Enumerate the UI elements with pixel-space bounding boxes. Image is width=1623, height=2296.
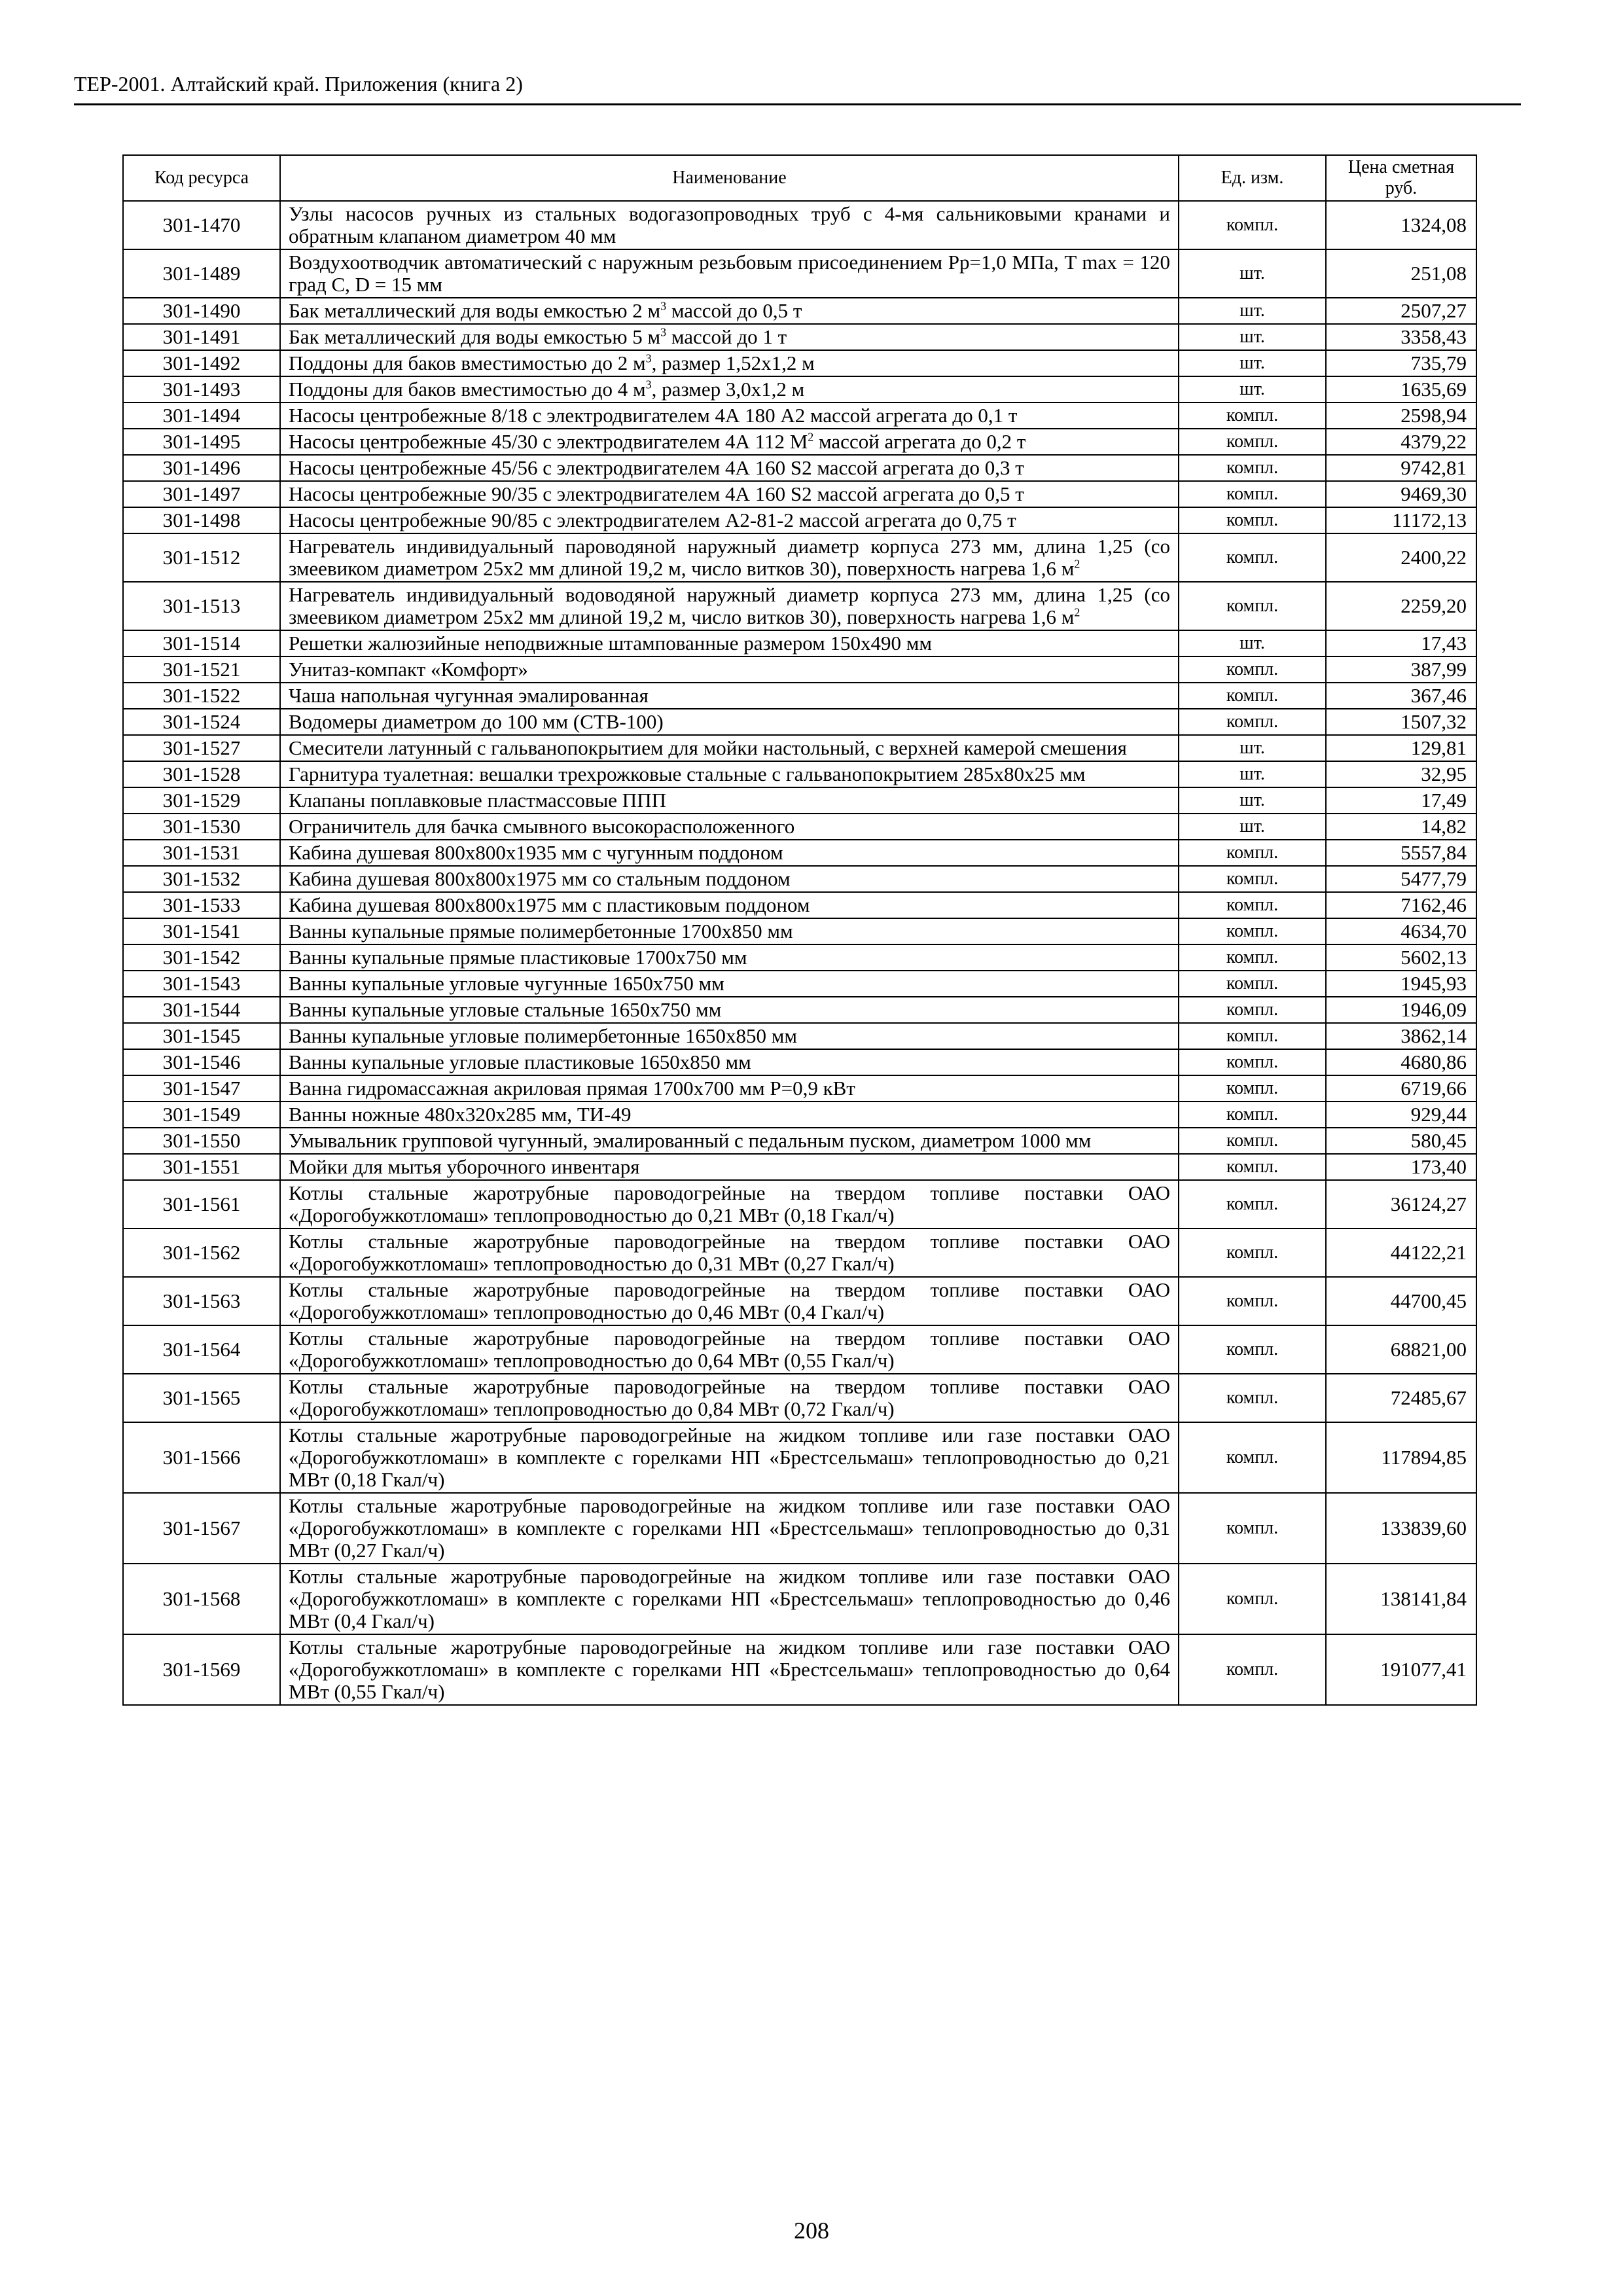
resource-name-cell: Ванны купальные прямые полимербетонные 1700x850 мм (280, 918, 1179, 944)
price-cell: 735,79 (1326, 350, 1476, 376)
resource-name-cell: Насосы центробежные 45/30 с электродвигателем 4А 112 $M^2$ массой агрегата до 0,2 т (280, 429, 1179, 455)
table-row (123, 761, 1476, 787)
price-cell: 5477,79 (1326, 866, 1476, 892)
unit-cell: компл. (1179, 1154, 1326, 1180)
unit-cell: шт. (1179, 376, 1326, 403)
unit-cell: компл. (1179, 944, 1326, 971)
unit-cell: компл. (1179, 507, 1326, 533)
price-cell: 133839,60 (1326, 1493, 1476, 1564)
resource-name-cell: Насосы центробежные 90/35 с электродвигателем 4А 160 S2 массой агрегата до 0,5 т (280, 481, 1179, 507)
unit-cell: компл. (1179, 1493, 1326, 1564)
resource-name-cell: Котлы стальные жаротрубные пароводогрейные на твердом топливе поставки ОАО «Дорогобужкотломаш» теплопроводностью до 0,64 МВт (0,55 Гкал/ч) (280, 1325, 1179, 1374)
resource-name-cell: Поддоны для баков вместимостью до 2 $м^3$, размер 1,52x1,2 м (280, 350, 1179, 376)
resource-code-cell: 301-1513 (123, 582, 280, 630)
resource-name-cell: Решетки жалюзийные неподвижные штампованные размером 150x490 мм (280, 630, 1179, 656)
unit-cell: компл. (1179, 1325, 1326, 1374)
resource-name-cell: Бак металлический для воды емкостью 5 $м^3$ массой до 1 т (280, 324, 1179, 350)
price-cell: 1945,93 (1326, 971, 1476, 997)
unit-cell: шт. (1179, 249, 1326, 298)
unit-cell: компл. (1179, 1128, 1326, 1154)
resource-name-cell: Мойки для мытья уборочного инвентаря (280, 1154, 1179, 1180)
price-cell: 387,99 (1326, 656, 1476, 683)
resource-name-cell: Кабина душевая 800x800x1975 мм с пластиковым поддоном (280, 892, 1179, 918)
unit-cell: компл. (1179, 1180, 1326, 1229)
resource-code-cell: 301-1529 (123, 787, 280, 814)
header-rule (74, 103, 1521, 105)
price-cell: 5602,13 (1326, 944, 1476, 971)
table-row (123, 709, 1476, 735)
price-cell: 11172,13 (1326, 507, 1476, 533)
table-row (123, 1634, 1476, 1705)
resource-name-cell: Котлы стальные жаротрубные пароводогрейные на жидком топливе или газе поставки ОАО «Дорогобужкотломаш» в комплекте с горелками НП «Брестсельмаш» теплопроводностью до 0,21 МВт (0,18 Гкал/ч) (280, 1422, 1179, 1493)
unit-cell: компл. (1179, 1102, 1326, 1128)
resource-name-cell: Кабина душевая 800x800x1975 мм со стальным поддоном (280, 866, 1179, 892)
column-header-code: Код ресурса (123, 155, 280, 201)
table-row (123, 1075, 1476, 1102)
table-row (123, 376, 1476, 403)
table-row (123, 918, 1476, 944)
resource-name-cell: Кабина душевая 800x800x1935 мм с чугунным поддоном (280, 840, 1179, 866)
unit-cell: компл. (1179, 1564, 1326, 1634)
table-row (123, 1325, 1476, 1374)
resource-name-cell: Ванны купальные прямые пластиковые 1700x750 мм (280, 944, 1179, 971)
table-row (123, 1422, 1476, 1493)
resource-name-cell: Воздухоотводчик автоматический с наружным резьбовым присоединением Pp=1,0 МПа, T max = 120 град С, D = 15 мм (280, 249, 1179, 298)
page-number: 208 (794, 2217, 829, 2244)
table-row (123, 429, 1476, 455)
table-row (123, 455, 1476, 481)
resource-code-cell: 301-1561 (123, 1180, 280, 1229)
unit-cell: компл. (1179, 1075, 1326, 1102)
resource-code-cell: 301-1496 (123, 455, 280, 481)
unit-cell: шт. (1179, 787, 1326, 814)
price-cell: 72485,67 (1326, 1374, 1476, 1422)
unit-cell: шт. (1179, 630, 1326, 656)
resource-code-cell: 301-1547 (123, 1075, 280, 1102)
unit-cell: шт. (1179, 761, 1326, 787)
table-body (123, 201, 1476, 1705)
resource-code-cell: 301-1545 (123, 1023, 280, 1049)
unit-cell: шт. (1179, 735, 1326, 761)
resource-name-cell: Бак металлический для воды емкостью 2 $м^3$ массой до 0,5 т (280, 298, 1179, 324)
price-cell: 191077,41 (1326, 1634, 1476, 1705)
table-row (123, 997, 1476, 1023)
table-row (123, 656, 1476, 683)
resource-code-cell: 301-1494 (123, 403, 280, 429)
unit-cell: компл. (1179, 1023, 1326, 1049)
unit-cell: компл. (1179, 997, 1326, 1023)
resource-code-cell: 301-1530 (123, 814, 280, 840)
price-cell: 7162,46 (1326, 892, 1476, 918)
price-cell: 173,40 (1326, 1154, 1476, 1180)
table-row (123, 892, 1476, 918)
table-row (123, 683, 1476, 709)
resource-name-cell: Котлы стальные жаротрубные пароводогрейные на твердом топливе поставки ОАО «Дорогобужкотломаш» теплопроводностью до 0,84 МВт (0,72 Гкал/ч) (280, 1374, 1179, 1422)
resource-name-cell: Ванны купальные угловые чугунные 1650x750 мм (280, 971, 1179, 997)
table-row (123, 350, 1476, 376)
unit-cell: компл. (1179, 892, 1326, 918)
table-row (123, 735, 1476, 761)
price-cell: 2507,27 (1326, 298, 1476, 324)
table-row (123, 1023, 1476, 1049)
resource-name-cell: Нагреватель индивидуальный водоводяной наружный диаметр корпуса 273 мм, длина 1,25 (со змеевиком диаметром 25x2 мм длиной 19,2 м, число витков 30), поверхность нагрева 1,6 $м^2$ (280, 582, 1179, 630)
resource-code-cell: 301-1542 (123, 944, 280, 971)
unit-cell: компл. (1179, 971, 1326, 997)
unit-cell: компл. (1179, 866, 1326, 892)
resource-code-cell: 301-1495 (123, 429, 280, 455)
column-header-price: Цена сметная руб. (1326, 155, 1476, 201)
table-row (123, 1102, 1476, 1128)
table-row (123, 201, 1476, 249)
resource-code-cell: 301-1563 (123, 1277, 280, 1325)
resource-code-cell: 301-1491 (123, 324, 280, 350)
table-row (123, 814, 1476, 840)
resource-name-cell: Насосы центробежные 90/85 с электродвигателем А2-81-2 массой агрегата до 0,75 т (280, 507, 1179, 533)
resource-code-cell: 301-1567 (123, 1493, 280, 1564)
resource-code-cell: 301-1493 (123, 376, 280, 403)
price-cell: 2400,22 (1326, 533, 1476, 582)
unit-cell: компл. (1179, 582, 1326, 630)
unit-cell: компл. (1179, 1049, 1326, 1075)
price-cell: 3358,43 (1326, 324, 1476, 350)
unit-cell: шт. (1179, 324, 1326, 350)
table-row (123, 403, 1476, 429)
price-cell: 138141,84 (1326, 1564, 1476, 1634)
price-cell: 367,46 (1326, 683, 1476, 709)
table-row (123, 481, 1476, 507)
table-row (123, 533, 1476, 582)
resource-code-cell: 301-1533 (123, 892, 280, 918)
table-row (123, 1564, 1476, 1634)
unit-cell: компл. (1179, 840, 1326, 866)
price-cell: 5557,84 (1326, 840, 1476, 866)
unit-cell: компл. (1179, 429, 1326, 455)
price-cell: 6719,66 (1326, 1075, 1476, 1102)
resource-code-cell: 301-1514 (123, 630, 280, 656)
price-cell: 1324,08 (1326, 201, 1476, 249)
table-row (123, 971, 1476, 997)
unit-cell: компл. (1179, 1229, 1326, 1277)
resource-name-cell: Узлы насосов ручных из стальных водогазопроводных труб с 4-мя сальниковыми кранами и обратным клапаном диаметром 40 мм (280, 201, 1179, 249)
price-cell: 36124,27 (1326, 1180, 1476, 1229)
price-cell: 580,45 (1326, 1128, 1476, 1154)
resource-name-cell: Нагреватель индивидуальный пароводяной наружный диаметр корпуса 273 мм, длина 1,25 (со змеевиком диаметром 25x2 мм длиной 19,2 м, число витков 30), поверхность нагрева 1,6 $м^2$ (280, 533, 1179, 582)
price-cell: 9469,30 (1326, 481, 1476, 507)
table-row (123, 249, 1476, 298)
price-cell: 17,49 (1326, 787, 1476, 814)
unit-cell: компл. (1179, 1277, 1326, 1325)
resource-code-cell: 301-1541 (123, 918, 280, 944)
price-cell: 1946,09 (1326, 997, 1476, 1023)
resource-name-cell: Котлы стальные жаротрубные пароводогрейные на твердом топливе поставки ОАО «Дорогобужкотломаш» теплопроводностью до 0,46 МВт (0,4 Гкал/ч) (280, 1277, 1179, 1325)
resource-name-cell: Ванны ножные 480x320x285 мм, ТИ-49 (280, 1102, 1179, 1128)
unit-cell: компл. (1179, 201, 1326, 249)
resource-name-cell: Клапаны поплавковые пластмассовые ППП (280, 787, 1179, 814)
resource-name-cell: Гарнитура туалетная: вешалки трехрожковые стальные с гальванопокрытием 285x80x25 мм (280, 761, 1179, 787)
resource-code-cell: 301-1531 (123, 840, 280, 866)
resource-code-cell: 301-1497 (123, 481, 280, 507)
price-cell: 929,44 (1326, 1102, 1476, 1128)
price-cell: 68821,00 (1326, 1325, 1476, 1374)
table-row (123, 324, 1476, 350)
resource-name-cell: Котлы стальные жаротрубные пароводогрейные на жидком топливе или газе поставки ОАО «Дорогобужкотломаш» в комплекте с горелками НП «Брестсельмаш» теплопроводностью до 0,64 МВт (0,55 Гкал/ч) (280, 1634, 1179, 1705)
resource-name-cell: Котлы стальные жаротрубные пароводогрейные на твердом топливе поставки ОАО «Дорогобужкотломаш» теплопроводностью до 0,21 МВт (0,18 Гкал/ч) (280, 1180, 1179, 1229)
resource-code-cell: 301-1527 (123, 735, 280, 761)
resource-name-cell: Насосы центробежные 8/18 с электродвигателем 4А 180 А2 массой агрегата до 0,1 т (280, 403, 1179, 429)
resource-code-cell: 301-1550 (123, 1128, 280, 1154)
resource-name-cell: Ограничитель для бачка смывного высокорасположенного (280, 814, 1179, 840)
resource-name-cell: Ванны купальные угловые стальные 1650x750 мм (280, 997, 1179, 1023)
resource-code-cell: 301-1512 (123, 533, 280, 582)
table-row (123, 1180, 1476, 1229)
resource-code-cell: 301-1470 (123, 201, 280, 249)
table-row (123, 866, 1476, 892)
resource-name-cell: Умывальник групповой чугунный, эмалированный с педальным пуском, диаметром 1000 мм (280, 1128, 1179, 1154)
table-row (123, 1154, 1476, 1180)
resource-code-cell: 301-1521 (123, 656, 280, 683)
price-cell: 17,43 (1326, 630, 1476, 656)
table-row (123, 944, 1476, 971)
price-cell: 2259,20 (1326, 582, 1476, 630)
resource-code-cell: 301-1569 (123, 1634, 280, 1705)
table-row (123, 298, 1476, 324)
resource-code-cell: 301-1489 (123, 249, 280, 298)
unit-cell: компл. (1179, 918, 1326, 944)
unit-cell: компл. (1179, 656, 1326, 683)
unit-cell: компл. (1179, 481, 1326, 507)
resource-code-cell: 301-1551 (123, 1154, 280, 1180)
resource-code-cell: 301-1528 (123, 761, 280, 787)
table-row (123, 1049, 1476, 1075)
resource-code-cell: 301-1490 (123, 298, 280, 324)
price-cell: 251,08 (1326, 249, 1476, 298)
unit-cell: компл. (1179, 403, 1326, 429)
resource-code-cell: 301-1562 (123, 1229, 280, 1277)
resource-name-cell: Ванна гидромассажная акриловая прямая 1700x700 мм P=0,9 кВт (280, 1075, 1179, 1102)
column-header-name: Наименование (280, 155, 1179, 201)
resource-name-cell: Котлы стальные жаротрубные пароводогрейные на жидком топливе или газе поставки ОАО «Дорогобужкотломаш» в комплекте с горелками НП «Брестсельмаш» теплопроводностью до 0,46 МВт (0,4 Гкал/ч) (280, 1564, 1179, 1634)
price-cell: 44700,45 (1326, 1277, 1476, 1325)
resource-code-cell: 301-1564 (123, 1325, 280, 1374)
resource-code-cell: 301-1492 (123, 350, 280, 376)
price-cell: 3862,14 (1326, 1023, 1476, 1049)
table-row (123, 507, 1476, 533)
price-cell: 2598,94 (1326, 403, 1476, 429)
table-row (123, 1374, 1476, 1422)
price-cell: 4680,86 (1326, 1049, 1476, 1075)
table-row (123, 1229, 1476, 1277)
table-row (123, 582, 1476, 630)
resource-code-cell: 301-1543 (123, 971, 280, 997)
resource-code-cell: 301-1522 (123, 683, 280, 709)
price-cell: 1507,32 (1326, 709, 1476, 735)
price-cell: 4379,22 (1326, 429, 1476, 455)
unit-cell: компл. (1179, 455, 1326, 481)
resource-code-cell: 301-1524 (123, 709, 280, 735)
table-header-row (123, 155, 1476, 201)
unit-cell: шт. (1179, 298, 1326, 324)
price-cell: 1635,69 (1326, 376, 1476, 403)
resource-code-cell: 301-1565 (123, 1374, 280, 1422)
resource-code-cell: 301-1546 (123, 1049, 280, 1075)
unit-cell: шт. (1179, 814, 1326, 840)
resource-name-cell: Чаша напольная чугунная эмалированная (280, 683, 1179, 709)
price-cell: 117894,85 (1326, 1422, 1476, 1493)
table-row (123, 840, 1476, 866)
running-header: ТЕР-2001. Алтайский край. Приложения (книга 2) (74, 72, 523, 96)
resource-name-cell: Унитаз-компакт «Комфорт» (280, 656, 1179, 683)
table-row (123, 1493, 1476, 1564)
price-cell: 9742,81 (1326, 455, 1476, 481)
table-row (123, 1277, 1476, 1325)
unit-cell: компл. (1179, 533, 1326, 582)
table-row (123, 630, 1476, 656)
unit-cell: компл. (1179, 683, 1326, 709)
price-cell: 14,82 (1326, 814, 1476, 840)
resource-name-cell: Ванны купальные угловые полимербетонные 1650x850 мм (280, 1023, 1179, 1049)
unit-cell: компл. (1179, 1634, 1326, 1705)
table-row (123, 1128, 1476, 1154)
resource-name-cell: Ванны купальные угловые пластиковые 1650x850 мм (280, 1049, 1179, 1075)
price-table (122, 154, 1477, 1706)
unit-cell: компл. (1179, 709, 1326, 735)
price-cell: 44122,21 (1326, 1229, 1476, 1277)
price-cell: 4634,70 (1326, 918, 1476, 944)
resource-name-cell: Смесители латунный с гальванопокрытием для мойки настольный, с верхней камерой смешения (280, 735, 1179, 761)
resource-code-cell: 301-1544 (123, 997, 280, 1023)
resource-name-cell: Поддоны для баков вместимостью до 4 $м^3$, размер 3,0x1,2 м (280, 376, 1179, 403)
resource-name-cell: Водомеры диаметром до 100 мм (СТВ-100) (280, 709, 1179, 735)
resource-code-cell: 301-1568 (123, 1564, 280, 1634)
resource-code-cell: 301-1532 (123, 866, 280, 892)
price-cell: 129,81 (1326, 735, 1476, 761)
resource-code-cell: 301-1549 (123, 1102, 280, 1128)
resource-code-cell: 301-1498 (123, 507, 280, 533)
price-cell: 32,95 (1326, 761, 1476, 787)
unit-cell: шт. (1179, 350, 1326, 376)
resource-name-cell: Котлы стальные жаротрубные пароводогрейные на жидком топливе или газе поставки ОАО «Дорогобужкотломаш» в комплекте с горелками НП «Брестсельмаш» теплопроводностью до 0,31 МВт (0,27 Гкал/ч) (280, 1493, 1179, 1564)
unit-cell: компл. (1179, 1422, 1326, 1493)
resource-name-cell: Насосы центробежные 45/56 с электродвигателем 4А 160 S2 массой агрегата до 0,3 т (280, 455, 1179, 481)
column-header-unit: Ед. изм. (1179, 155, 1326, 201)
resource-code-cell: 301-1566 (123, 1422, 280, 1493)
unit-cell: компл. (1179, 1374, 1326, 1422)
table-row (123, 787, 1476, 814)
resource-name-cell: Котлы стальные жаротрубные пароводогрейные на твердом топливе поставки ОАО «Дорогобужкотломаш» теплопроводностью до 0,31 МВт (0,27 Гкал/ч) (280, 1229, 1179, 1277)
